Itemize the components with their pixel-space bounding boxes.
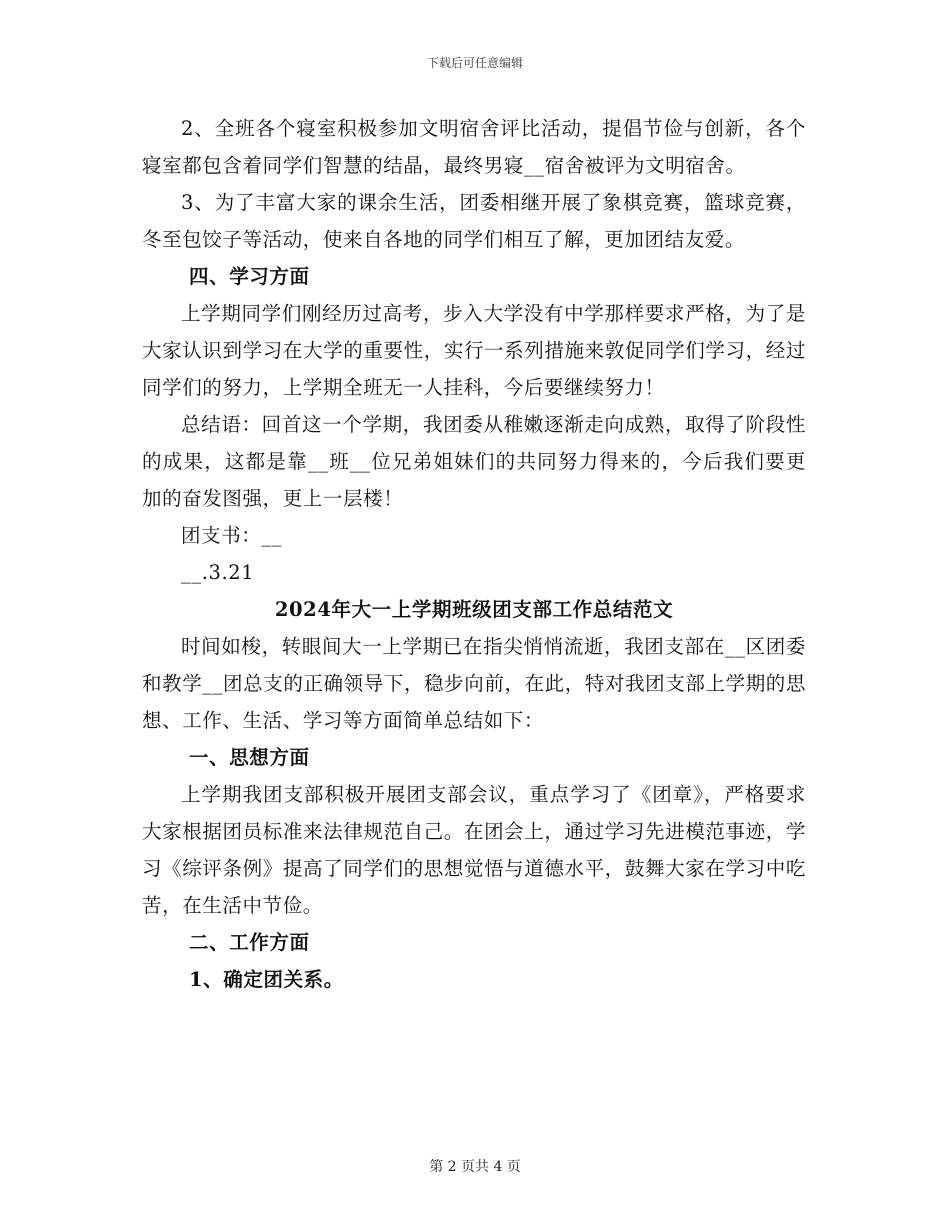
document-title: 2024年大一上学期班级团支部工作总结范文 bbox=[274, 598, 674, 621]
date-line: __.3.21 bbox=[181, 561, 255, 584]
header-note: 下载后可任意编辑 bbox=[426, 56, 523, 70]
paragraph-thought: 上学期我团支部积极开展团支部会议，重点学习了《团章》，严格要求大家根据团员标准来法律规范自己。在团会上，通过学习先进模范事迹，学习《综评条例》提高了同学们的思想觉悟与道德水平，鼓舞大家在学习中吃苦，在生活中节俭。 bbox=[142, 783, 806, 917]
heading-work-item-1: 1、确定团关系。 bbox=[189, 968, 344, 991]
page-number: 第 2 页共 4 页 bbox=[429, 1159, 521, 1175]
document-body bbox=[142, 110, 806, 998]
heading-work: 二、工作方面 bbox=[189, 931, 310, 954]
paragraph-study: 上学期同学们刚经历过高考，步入大学没有中学那样要求严格，为了是大家认识到学习在大学的重要性，实行一系列措施来敦促同学们学习，经过同学们的努力，上学期全班无一人挂科，今后要继续努力！ bbox=[142, 302, 806, 399]
heading-thought: 一、思想方面 bbox=[189, 746, 310, 769]
paragraph-dormitory: 2、全班各个寝室积极参加文明宿舍评比活动，提倡节俭与创新，各个寝室都包含着同学们智慧的结晶，最终男寝__宿舍被评为文明宿舍。 bbox=[142, 117, 806, 177]
paragraph-intro: 时间如梭，转眼间大一上学期已在指尖悄悄流逝，我团支部在__区团委和教学__团总支的正确领导下，稳步向前，在此，特对我团支部上学期的思想、工作、生活、学习等方面简单总结如下： bbox=[142, 635, 806, 732]
signer-line: 团支书：__ bbox=[181, 524, 283, 547]
heading-study: 四、学习方面 bbox=[189, 265, 310, 288]
paragraph-conclusion: 总结语：回首这一个学期，我团委从稚嫩逐渐走向成熟，取得了阶段性的成果，这都是靠__班__位兄弟姐妹们的共同努力得来的，今后我们要更加的奋发图强，更上一层楼！ bbox=[142, 413, 806, 510]
paragraph-activities: 3、为了丰富大家的课余生活，团委相继开展了象棋竞赛，篮球竞赛，冬至包饺子等活动，使来自各地的同学们相互了解，更加团结友爱。 bbox=[142, 191, 806, 251]
